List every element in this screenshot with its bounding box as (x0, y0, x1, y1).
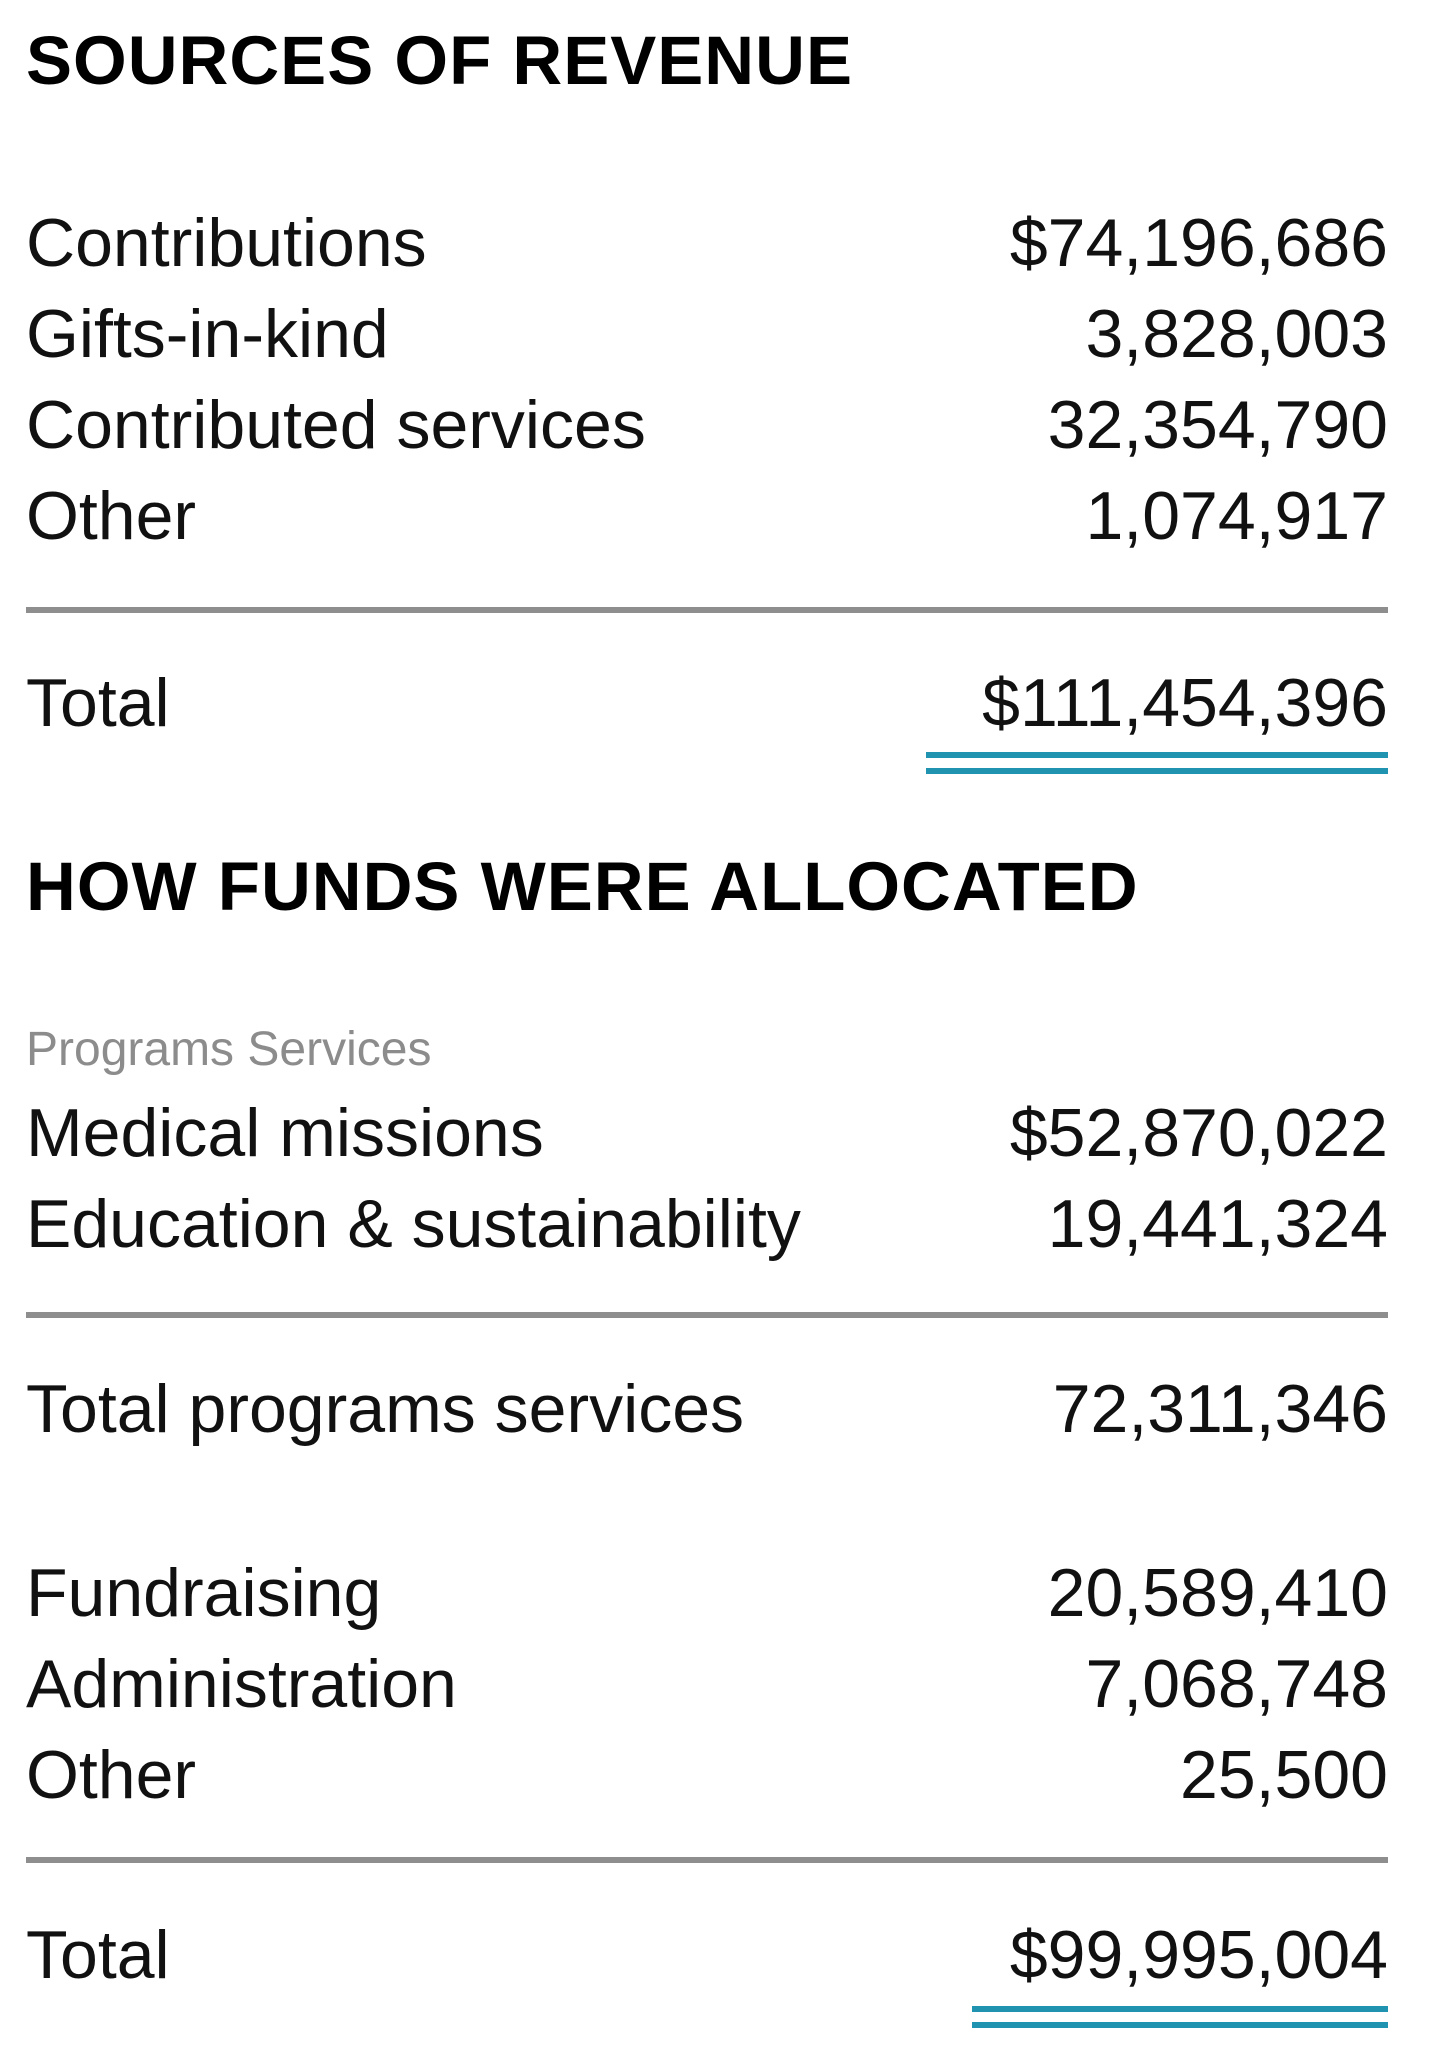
revenue-divider (26, 607, 1388, 613)
programs-total-row (26, 1366, 1388, 1452)
programs-total-label: Total programs services (26, 1371, 745, 1447)
allocation-row-other (26, 1732, 1388, 1818)
revenue-amount: 3,828,003 (1085, 296, 1388, 372)
allocation-label: Administration (26, 1646, 457, 1722)
allocation-label: Medical missions (26, 1095, 544, 1171)
revenue-amount: 1,074,917 (1085, 478, 1388, 554)
allocation-amount: 20,589,410 (1047, 1555, 1388, 1631)
allocation-total-amount: $99,995,004 (1009, 1917, 1388, 1993)
allocation-heading: HOW FUNDS WERE ALLOCATED (26, 848, 1139, 925)
allocation-row-education-sustainability (26, 1181, 1388, 1267)
programs-services-label: Programs Services (26, 1023, 432, 1076)
allocation-amount: 25,500 (1180, 1737, 1388, 1813)
allocation-row-medical-missions (26, 1090, 1388, 1176)
revenue-row-gifts-in-kind (26, 291, 1388, 377)
revenue-total-label: Total (26, 665, 170, 741)
revenue-heading: SOURCES OF REVENUE (26, 22, 853, 99)
revenue-label: Gifts-in-kind (26, 296, 389, 372)
revenue-label: Contributed services (26, 387, 646, 463)
revenue-total-row (26, 660, 1388, 746)
allocation-total-label: Total (26, 1917, 170, 1993)
allocation-label: Education & sustainability (26, 1186, 801, 1262)
allocation-amount: 19,441,324 (1047, 1186, 1388, 1262)
revenue-amount: 32,354,790 (1047, 387, 1388, 463)
allocation-amount: $52,870,022 (1009, 1095, 1388, 1171)
allocation-label: Fundraising (26, 1555, 382, 1631)
revenue-total-double-underline (926, 752, 1388, 776)
revenue-row-contributions (26, 200, 1388, 286)
revenue-amount: $74,196,686 (1009, 205, 1388, 281)
revenue-total-amount: $111,454,396 (982, 665, 1388, 741)
allocation-total-double-underline (972, 2006, 1388, 2030)
allocation-row-administration (26, 1641, 1388, 1727)
allocation-total-row (26, 1912, 1388, 1998)
allocation-amount: 7,068,748 (1085, 1646, 1388, 1722)
allocation-label: Other (26, 1737, 197, 1813)
programs-divider (26, 1312, 1388, 1318)
allocation-divider (26, 1857, 1388, 1863)
allocation-row-fundraising (26, 1550, 1388, 1636)
programs-total-amount: 72,311,346 (1052, 1371, 1388, 1447)
revenue-label: Other (26, 478, 197, 554)
revenue-label: Contributions (26, 205, 427, 281)
revenue-row-contributed-services (26, 382, 1388, 468)
revenue-row-other (26, 473, 1388, 559)
